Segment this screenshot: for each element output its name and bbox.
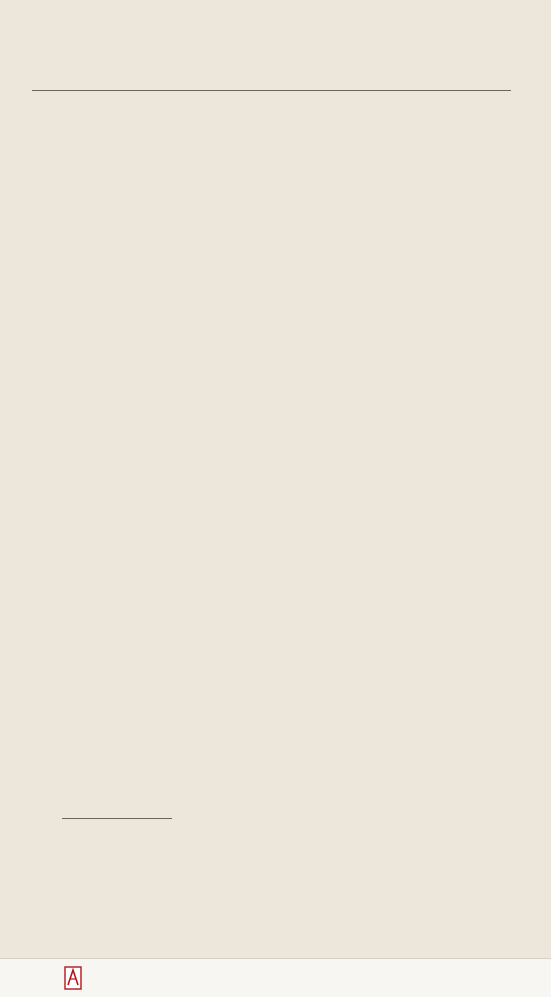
footnote-rule [62, 818, 172, 819]
header-rule [32, 90, 511, 91]
library-crest-icon [64, 966, 82, 990]
funder-logo[interactable] [481, 962, 545, 994]
running-head [30, 66, 511, 88]
viewer-footer [0, 958, 551, 997]
body-text [32, 97, 509, 101]
library-logo[interactable] [6, 965, 98, 993]
